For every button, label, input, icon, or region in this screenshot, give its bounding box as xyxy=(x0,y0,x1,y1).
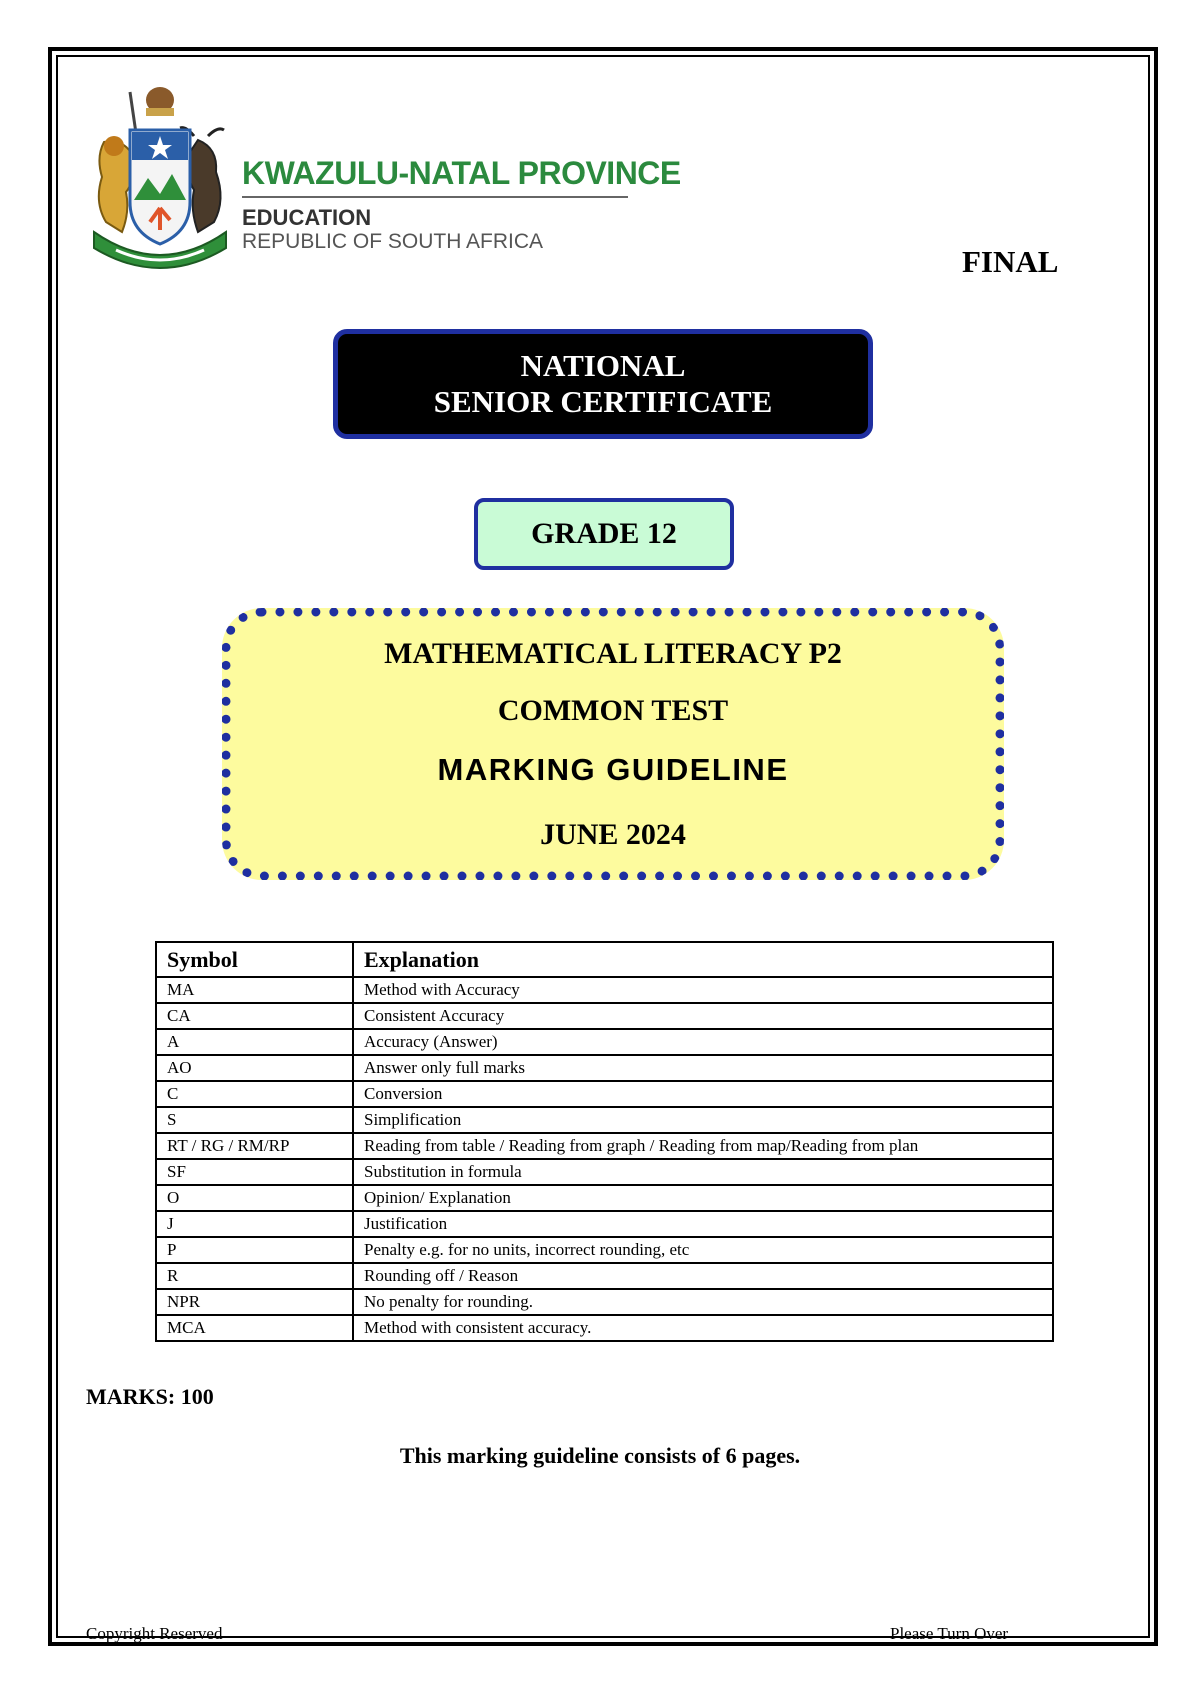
table-row xyxy=(156,1289,1053,1315)
symbol-cell: P xyxy=(156,1237,353,1263)
symbol-cell: MA xyxy=(156,977,353,1003)
coat-of-arms-logo xyxy=(86,82,234,278)
explanation-cell: Rounding off / Reason xyxy=(353,1263,1053,1289)
header-divider xyxy=(242,196,628,198)
symbol-cell: S xyxy=(156,1107,353,1133)
document-status: FINAL xyxy=(962,244,1059,279)
table-row xyxy=(156,1055,1053,1081)
table-row xyxy=(156,977,1053,1003)
table-row xyxy=(156,1081,1053,1107)
test-name: COMMON TEST xyxy=(497,694,729,727)
symbol-cell: CA xyxy=(156,1003,353,1029)
table-row xyxy=(156,1185,1053,1211)
table-row xyxy=(156,1003,1053,1029)
explanation-cell: Simplification xyxy=(353,1107,1053,1133)
symbol-cell: SF xyxy=(156,1159,353,1185)
explanation-cell: Method with consistent accuracy. xyxy=(353,1315,1053,1341)
table-row xyxy=(156,1263,1053,1289)
symbol-cell: RT / RG / RM/RP xyxy=(156,1133,353,1159)
column-header-symbol: Symbol xyxy=(156,942,353,977)
symbol-cell: O xyxy=(156,1185,353,1211)
symbol-cell: NPR xyxy=(156,1289,353,1315)
table-row xyxy=(156,1107,1053,1133)
footer-turn-over: Please Turn Over xyxy=(890,1624,1009,1643)
explanation-cell: Conversion xyxy=(353,1081,1053,1107)
explanation-cell: Reading from table / Reading from graph / Reading from map/Reading from plan xyxy=(353,1133,1053,1159)
total-marks: MARKS: 100 xyxy=(86,1384,214,1409)
explanation-cell: Justification xyxy=(353,1211,1053,1237)
certificate-line-1: NATIONAL xyxy=(520,348,686,383)
subject-title: MATHEMATICAL LITERACY P2 xyxy=(384,637,842,670)
page-count-note: This marking guideline consists of 6 pages. xyxy=(399,1443,801,1468)
table-row xyxy=(156,1237,1053,1263)
explanation-cell: Answer only full marks xyxy=(353,1055,1053,1081)
table-row xyxy=(156,1029,1053,1055)
exam-date: JUNE 2024 xyxy=(540,818,686,851)
certificate-line-2: SENIOR CERTIFICATE xyxy=(433,384,773,419)
symbol-cell: AO xyxy=(156,1055,353,1081)
table-row xyxy=(156,1211,1053,1237)
grade-label: GRADE 12 xyxy=(531,517,677,550)
table-row xyxy=(156,1315,1053,1341)
symbol-legend-table xyxy=(155,941,1054,1342)
explanation-cell: Opinion/ Explanation xyxy=(353,1185,1053,1211)
symbol-cell: J xyxy=(156,1211,353,1237)
table-row xyxy=(156,1159,1053,1185)
country-name: REPUBLIC OF SOUTH AFRICA xyxy=(242,230,544,253)
symbol-cell: R xyxy=(156,1263,353,1289)
footer-copyright: Copyright Reserved xyxy=(86,1624,223,1643)
table-header-row xyxy=(156,942,1053,977)
province-name: KWAZULU-NATAL PROVINCE xyxy=(242,155,681,191)
explanation-cell: Penalty e.g. for no units, incorrect rounding, etc xyxy=(353,1237,1053,1263)
explanation-cell: Accuracy (Answer) xyxy=(353,1029,1053,1055)
symbol-cell: C xyxy=(156,1081,353,1107)
explanation-cell: Substitution in formula xyxy=(353,1159,1053,1185)
grade-badge xyxy=(474,498,734,570)
symbol-cell: A xyxy=(156,1029,353,1055)
column-header-explanation: Explanation xyxy=(353,942,1053,977)
department-name: EDUCATION xyxy=(242,205,372,230)
certificate-banner xyxy=(333,329,873,439)
table-row xyxy=(156,1133,1053,1159)
explanation-cell: No penalty for rounding. xyxy=(353,1289,1053,1315)
explanation-cell: Method with Accuracy xyxy=(353,977,1053,1003)
symbol-cell: MCA xyxy=(156,1315,353,1341)
document-type: MARKING GUIDELINE xyxy=(437,752,789,787)
explanation-cell: Consistent Accuracy xyxy=(353,1003,1053,1029)
